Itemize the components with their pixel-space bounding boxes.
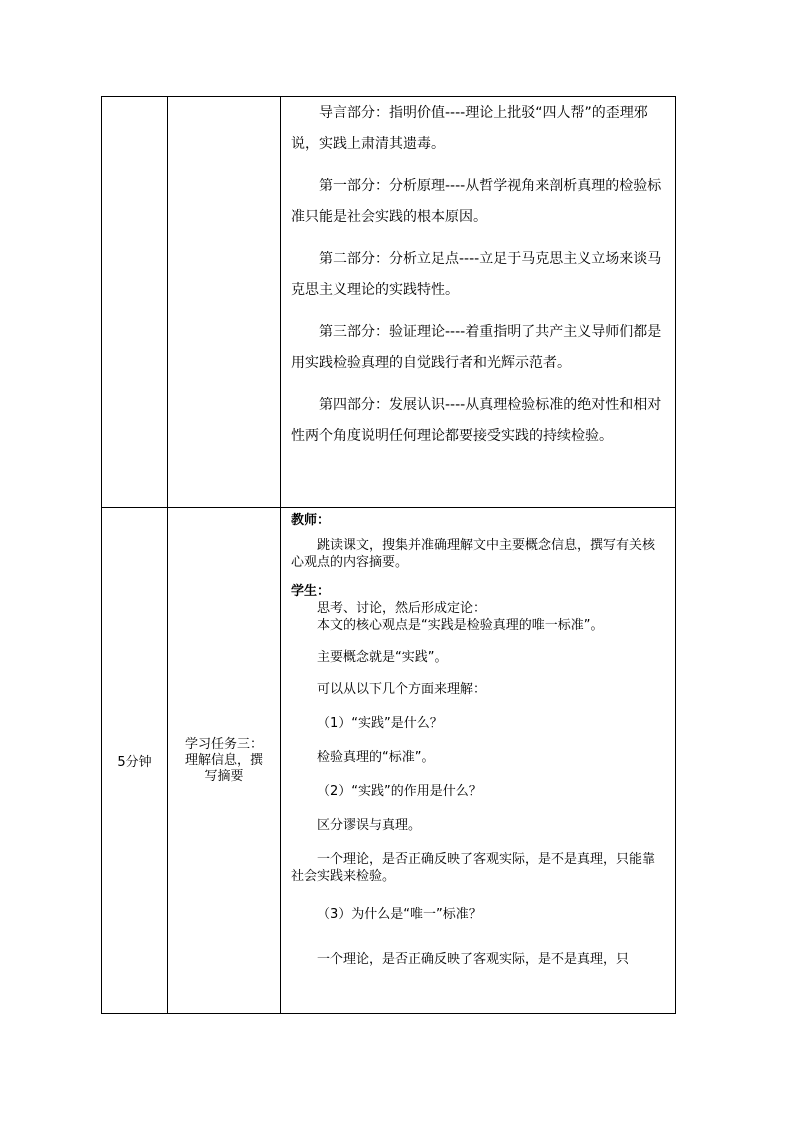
paragraph-intro: 导言部分：指明价值----理论上批驳“四人帮”的歪理邪说，实践上肃清其遗毒。 [291,105,648,152]
paragraph-part3: 第三部分：验证理论----着重指明了共产主义导师们都是用实践检验真理的自觉践行者和光辉示范者。 [291,324,662,371]
teacher-text: 跳读课文，搜集并准确理解文中主要概念信息，撰写有关核心观点的内容摘要。 [291,538,656,570]
table-row [102,97,676,508]
table-row [102,508,676,1014]
student-text: 主要概念就是“实践”。 [317,650,448,665]
content-cell [281,97,676,508]
teacher-label: 教师： [291,513,331,528]
student-text: （1）“实践”是什么？ [317,716,443,731]
student-text: 可以从以下几个方面来理解： [317,682,487,697]
content-cell [281,508,676,1014]
task-cell [168,97,281,508]
student-text: 思考、讨论，然后形成定论： [317,601,487,616]
student-text: 本文的核心观点是“实践是检验真理的唯一标准”。 [317,618,604,633]
task-line: 学习任务三： [184,736,263,752]
student-label: 学生： [291,584,331,599]
lesson-plan-table [101,96,676,1014]
student-text: 检验真理的“标准”。 [317,750,435,765]
student-text: 一个理论，是否正确反映了客观实际，是不是真理，只能靠社会实践来检验。 [291,852,656,884]
task-cell [168,508,281,1014]
paragraph-part2: 第二部分：分析立足点----立足于马克思主义立场来谈马克思主义理论的实践特性。 [291,251,662,298]
time-cell: 5分钟 [102,508,168,1014]
student-text: （2）“实践”的作用是什么？ [317,784,482,799]
paragraph-part1: 第一部分：分析原理----从哲学视角来剖析真理的检验标准只能是社会实践的根本原因。 [291,178,662,225]
task-line: 理解信息，撰 [184,752,263,768]
task-line: 写摘要 [204,768,244,784]
student-text: （3）为什么是“唯一”标准？ [317,907,482,922]
student-text: 区分谬误与真理。 [317,818,422,833]
student-text: 一个理论，是否正确反映了客观实际，是不是真理，只 [317,952,630,967]
paragraph-part4: 第四部分：发展认识----从真理检验标准的绝对性和相对性两个角度说明任何理论都要接受实践的持续检验。 [291,397,662,444]
time-cell [102,97,168,508]
